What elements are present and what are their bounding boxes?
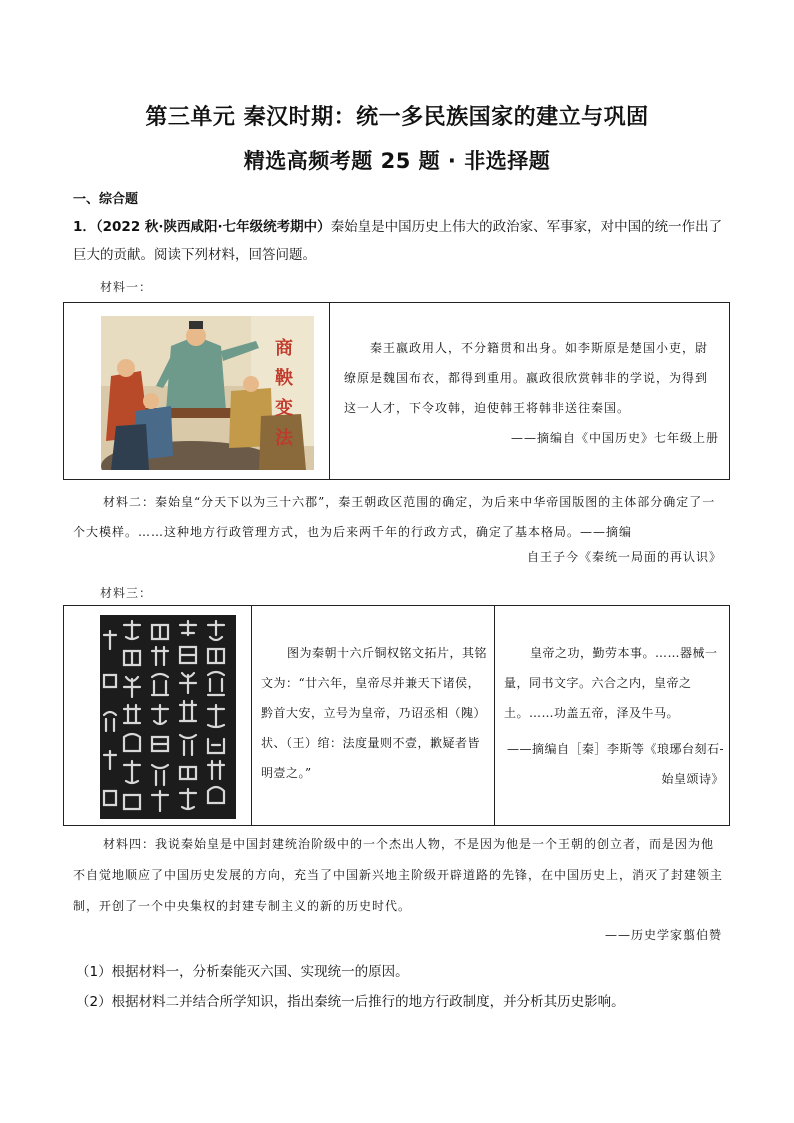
material1-table [63,302,730,480]
shang-yang-reform-illustration [101,316,314,470]
material1-source: ——摘编自《中国历史》七年级上册 [510,431,719,445]
page-subtitle: 精选高频考题 25 题 · 非选择题 [243,149,551,173]
section-heading: 一、综合题 [73,192,139,207]
material2-source: 自王子今《秦统一局面的再认识》 [526,550,722,564]
svg-text:法: 法 [275,428,293,449]
material3-poem-source: ——摘编自［秦］李斯等《琅琊台刻石-始皇颂诗》 [506,742,724,786]
svg-text:商: 商 [275,338,293,359]
material3-inscription-text: 图为秦朝十六斤铜权铭文拓片，其铭文为：“廿六年，皇帝尽并兼天下诸侯，黔首大安，立号为皇帝，乃诏丞相（隗）状、（王）绾：法度量则不壹，歉疑者皆明壹之。” [261,646,488,780]
sub-question-1: （1）根据材料一，分析秦能灭六国、实现统一的原因。 [76,964,409,980]
question-stem-text: 秦始皇是中国历史上伟大的政治家、军事家，对中国的统一作出了巨大的贡献。阅读下列材料，回答问题。 [73,219,723,263]
material3-divider-2 [494,606,495,825]
material3-divider-1 [251,606,252,825]
bronze-weight-inscription-rubbing [100,615,236,819]
material1-quote: 秦王嬴政用人，不分籍贯和出身。如李斯原是楚国小吏，尉缭原是魏国布衣，都得到重用。嬴政很欣赏韩非的学说，为得到这一人才，下令攻韩，迫使韩王将韩非送往秦国。 [344,341,709,415]
material1-label: 材料一： [100,280,153,294]
page-title: 第三单元 秦汉时期：统一多民族国家的建立与巩固 [145,105,649,130]
material4-text: 材料四：我说秦始皇是中国封建统治阶级中的一个杰出人物，不是因为他是一个王朝的创立者，而是因为他不自觉地顺应了中国历史发展的方向，充当了中国新兴地主阶级开辟道路的先锋，在中国历史上，消灭了封建领主制，开创了一个中央集权的封建专制主义的新的历史时代。 [73,837,724,913]
material2-text: 材料二：秦始皇“分天下以为三十六郡”，秦王朝政区范围的确定，为后来中华帝国版图的主体部分确定了一个大模样。……这种地方行政管理方式，也为后来两千年的行政方式，确定了基本格局。——摘编 [73,495,716,539]
question-number-source: 1．（2022 秋·陕西咸阳·七年级统考期中） [73,219,331,235]
svg-text:鞅: 鞅 [275,368,293,389]
material4-source: ——历史学家翦伯赞 [604,928,722,942]
question-stem [73,213,723,269]
sub-question-2: （2）根据材料二并结合所学知识，指出秦统一后推行的地方行政制度，并分析其历史影响。 [76,994,625,1010]
material1-divider [329,303,330,479]
svg-text:变: 变 [275,398,293,419]
material3-poem-text: 皇帝之功，勤劳本事。……器械一量，同书文字。六合之内，皇帝之土。……功盖五帝，泽及牛马。 [504,646,718,720]
material3-label: 材料三： [100,586,153,600]
material3-table [63,605,730,826]
